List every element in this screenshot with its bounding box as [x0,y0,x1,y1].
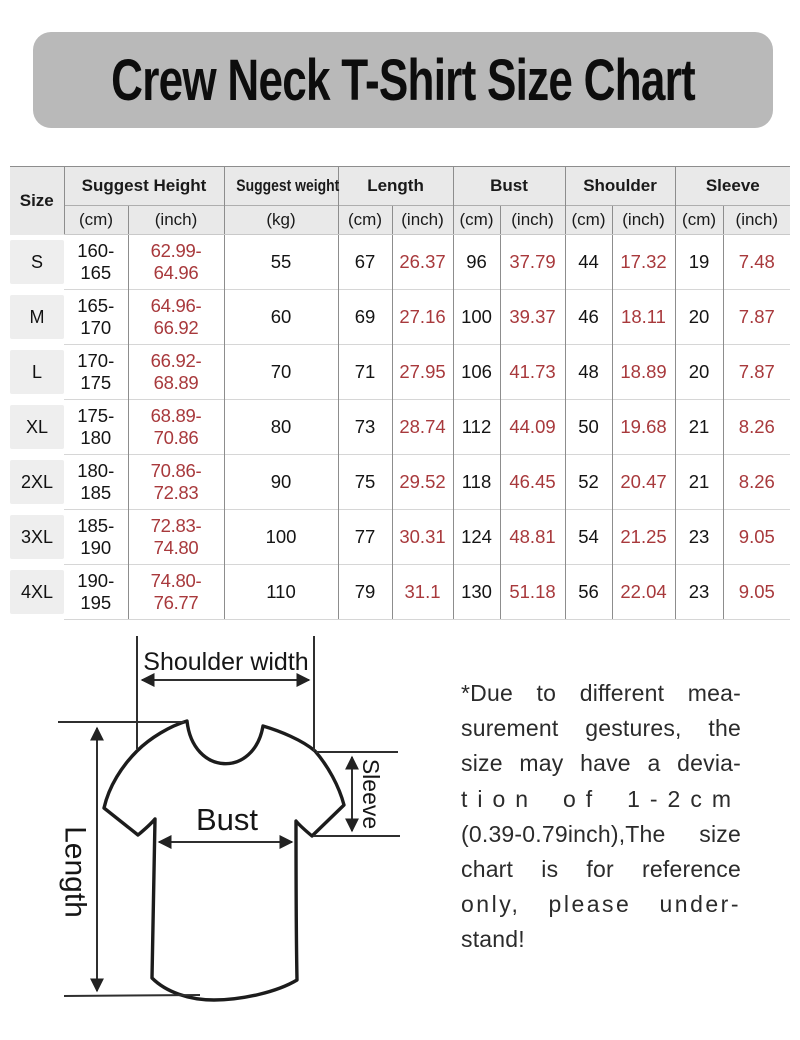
value-cell: 71 [338,345,392,400]
value-cell: 90 [224,455,338,510]
value-cell: 165-170 [64,290,128,345]
value-cell: 9.05 [723,510,790,565]
value-cell: 19 [675,235,723,290]
value-cell: 30.31 [392,510,453,565]
value-cell: 17.32 [612,235,675,290]
value-cell: 110 [224,565,338,620]
note-line: (0.39-0.79inch),The size [461,820,741,847]
table-row [10,510,790,565]
value-cell: 46.45 [500,455,565,510]
unit-header-shoulder-cm: (cm) [565,206,612,235]
value-cell: 60 [224,290,338,345]
value-cell: 62.99-64.96 [128,235,224,290]
length-label: Length [58,826,92,918]
note-line: tion of 1-2cm [461,785,741,812]
col-header-sleeve [675,167,790,206]
size-cell [10,455,64,510]
value-cell: 100 [453,290,500,345]
value-cell: 72.83-74.80 [128,510,224,565]
value-cell: 112 [453,400,500,455]
value-cell: 70 [224,345,338,400]
unit-header-height-cm: (cm) [64,206,128,235]
col-header-suggest-height-label: Suggest Height [81,176,207,195]
value-cell: 50 [565,400,612,455]
col-header-shoulder [565,167,675,206]
value-cell: 22.04 [612,565,675,620]
size-table-header [10,167,790,235]
value-cell: 67 [338,235,392,290]
page-title: Crew Neck T-Shirt Size Chart [111,47,695,113]
value-cell: 68.89-70.86 [128,400,224,455]
size-cell [10,290,64,345]
value-cell: 21.25 [612,510,675,565]
value-cell: 7.87 [723,345,790,400]
col-header-size: Size [10,167,64,235]
value-cell: 20.47 [612,455,675,510]
value-cell: 52 [565,455,612,510]
value-cell: 18.89 [612,345,675,400]
table-row [10,235,790,290]
title-banner [33,32,773,128]
value-cell: 18.11 [612,290,675,345]
value-cell: 44.09 [500,400,565,455]
unit-header-length-inch: (inch) [392,206,453,235]
value-cell: 26.37 [392,235,453,290]
size-cell [10,510,64,565]
value-cell: 175-180 [64,400,128,455]
value-cell: 64.96-66.92 [128,290,224,345]
value-cell: 100 [224,510,338,565]
value-cell: 160-165 [64,235,128,290]
value-cell: 55 [224,235,338,290]
size-cell [10,345,64,400]
size-cell [10,235,64,290]
col-header-sleeve-label: Sleeve [705,176,760,195]
shoulder-width-label: Shoulder width [143,648,309,676]
table-row [10,345,790,400]
value-cell: 48 [565,345,612,400]
col-header-suggest-weight [224,167,338,206]
value-cell: 80 [224,400,338,455]
unit-header-length-cm: (cm) [338,206,392,235]
col-header-suggest-height [64,167,224,206]
size-label: XL [10,405,64,449]
size-cell [10,400,64,455]
unit-header-weight-kg: (kg) [224,206,338,235]
unit-header-bust-cm: (cm) [453,206,500,235]
col-header-bust [453,167,565,206]
col-header-shoulder-label: Shoulder [583,176,657,195]
size-label: L [10,350,64,394]
col-header-bust-label: Bust [490,176,528,195]
value-cell: 39.37 [500,290,565,345]
value-cell: 23 [675,565,723,620]
length-guide-line-bottom [64,995,200,996]
value-cell: 28.74 [392,400,453,455]
size-label: 2XL [10,460,64,504]
unit-header-bust-inch: (inch) [500,206,565,235]
value-cell: 66.92-68.89 [128,345,224,400]
value-cell: 75 [338,455,392,510]
tshirt-measurement-diagram [0,618,445,1040]
size-cell [10,565,64,620]
value-cell: 19.68 [612,400,675,455]
value-cell: 96 [453,235,500,290]
value-cell: 23 [675,510,723,565]
col-header-length [338,167,453,206]
value-cell: 8.26 [723,400,790,455]
size-label: 3XL [10,515,64,559]
value-cell: 21 [675,455,723,510]
col-header-suggest-weight-label: Suggest weight [235,176,339,195]
value-cell: 106 [453,345,500,400]
value-cell: 74.80-76.77 [128,565,224,620]
value-cell: 41.73 [500,345,565,400]
value-cell: 77 [338,510,392,565]
value-cell: 124 [453,510,500,565]
col-header-length-label: Length [367,176,424,195]
note-line: chart is for reference [461,856,741,883]
value-cell: 20 [675,290,723,345]
value-cell: 31.1 [392,565,453,620]
unit-header-height-inch: (inch) [128,206,224,235]
value-cell: 21 [675,400,723,455]
value-cell: 54 [565,510,612,565]
bust-label: Bust [195,802,259,837]
table-row [10,455,790,510]
value-cell: 37.79 [500,235,565,290]
value-cell: 51.18 [500,565,565,620]
value-cell: 29.52 [392,455,453,510]
sleeve-label: Sleeve [358,758,384,830]
note-line: only, please under- [461,891,741,918]
value-cell: 44 [565,235,612,290]
unit-header-shoulder-inch: (inch) [612,206,675,235]
unit-header-sleeve-inch: (inch) [723,206,790,235]
table-row [10,400,790,455]
size-label: M [10,295,64,339]
value-cell: 180-185 [64,455,128,510]
value-cell: 48.81 [500,510,565,565]
unit-header-sleeve-cm: (cm) [675,206,723,235]
value-cell: 79 [338,565,392,620]
note-line: stand! [461,926,525,953]
value-cell: 130 [453,565,500,620]
size-table-body [10,235,790,620]
value-cell: 27.16 [392,290,453,345]
size-table [10,166,790,620]
size-label: 4XL [10,570,64,614]
value-cell: 69 [338,290,392,345]
size-label: S [10,240,64,284]
table-row [10,565,790,620]
value-cell: 56 [565,565,612,620]
value-cell: 190-195 [64,565,128,620]
value-cell: 27.95 [392,345,453,400]
note-line: size may have a devia- [461,750,741,777]
value-cell: 20 [675,345,723,400]
value-cell: 8.26 [723,455,790,510]
value-cell: 7.87 [723,290,790,345]
value-cell: 46 [565,290,612,345]
value-cell: 7.48 [723,235,790,290]
value-cell: 170-175 [64,345,128,400]
value-cell: 185-190 [64,510,128,565]
table-row [10,290,790,345]
note-line: surement gestures, the [461,715,741,742]
tshirt-outline [104,721,344,1000]
value-cell: 9.05 [723,565,790,620]
value-cell: 70.86-72.83 [128,455,224,510]
value-cell: 118 [453,455,500,510]
measurement-note [461,676,741,958]
value-cell: 73 [338,400,392,455]
note-line: *Due to different mea- [461,680,741,706]
